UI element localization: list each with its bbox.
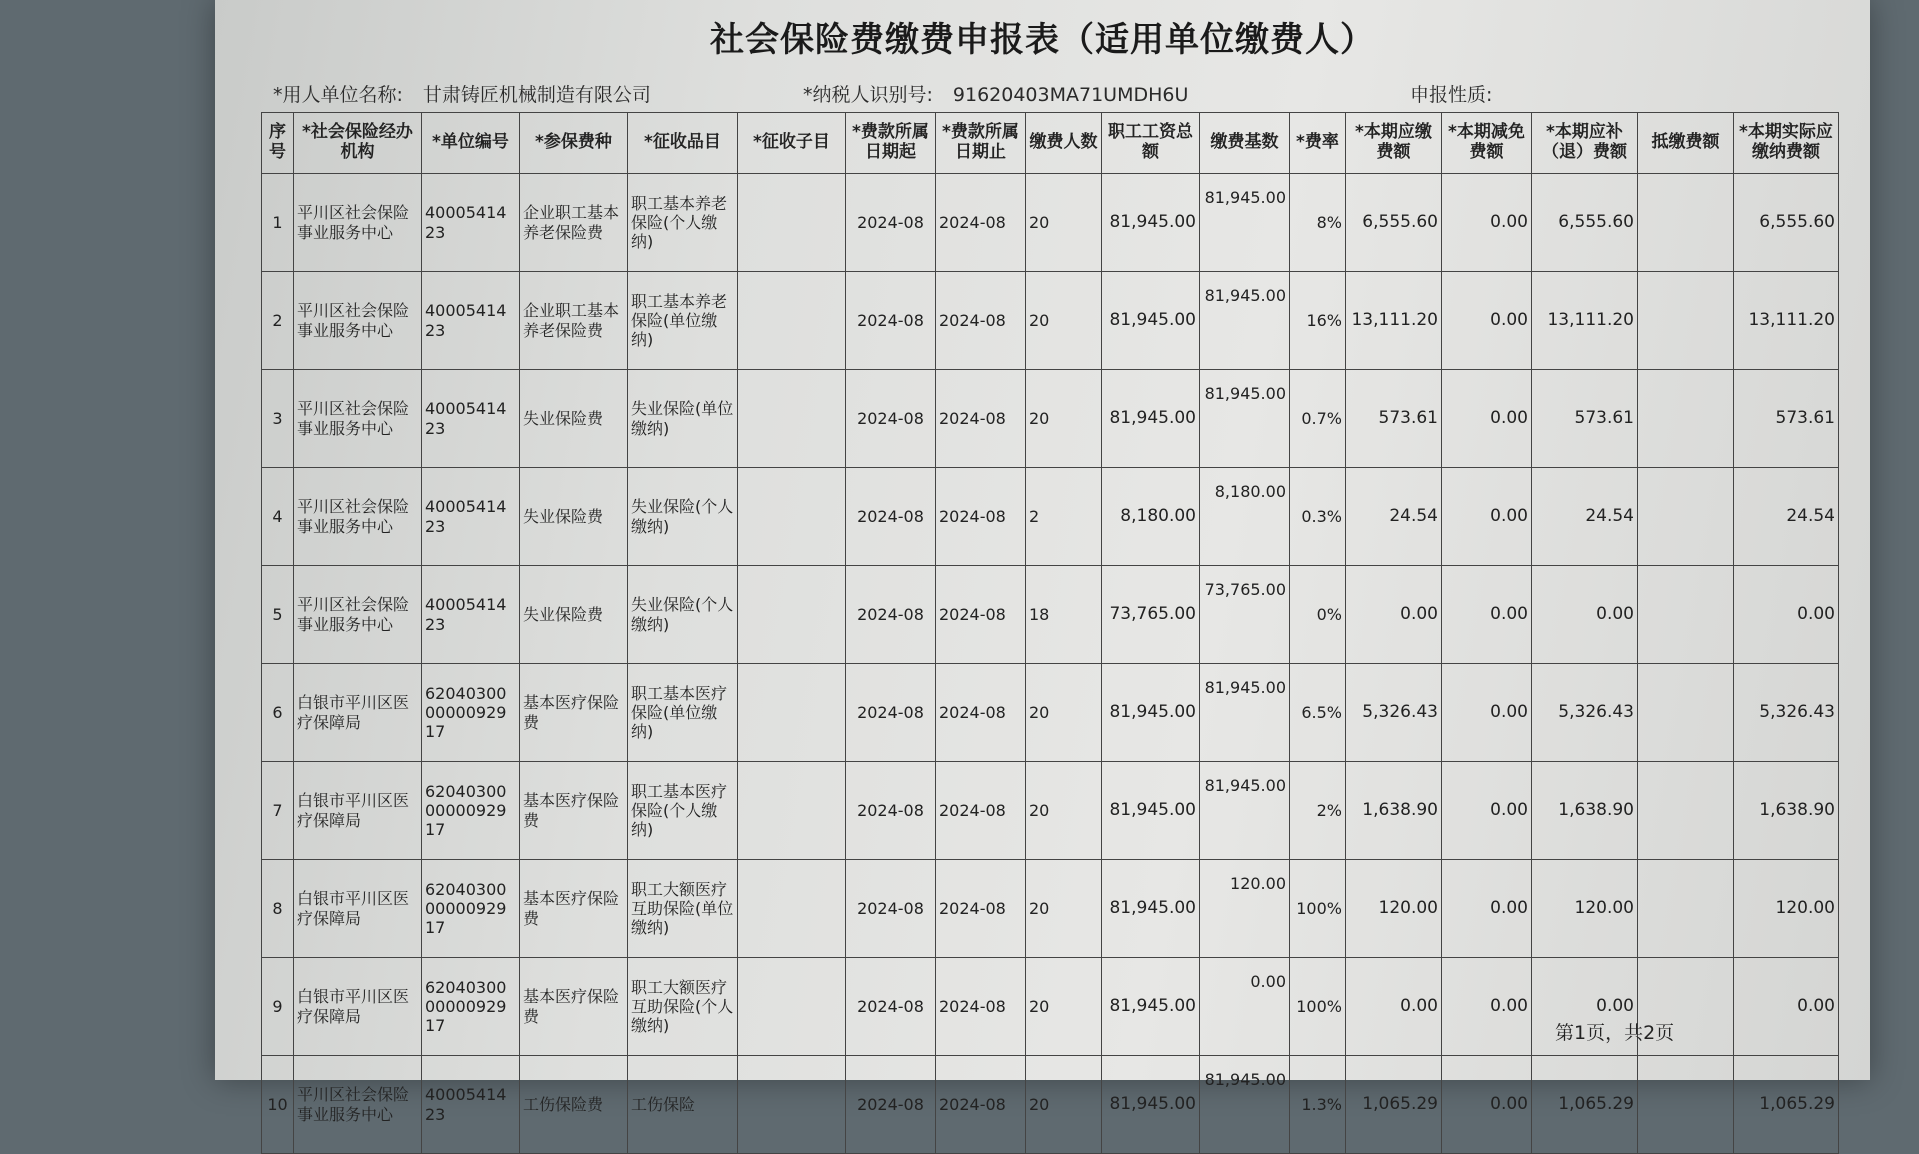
period-end-cell: 2024-08 bbox=[936, 272, 1026, 370]
unit-code-cell: 4000541423 bbox=[422, 566, 520, 664]
row-number-cell: 4 bbox=[262, 468, 294, 566]
payable-amount-cell: 573.61 bbox=[1346, 370, 1442, 468]
supplement-refund-amount-cell: 573.61 bbox=[1532, 370, 1638, 468]
offset-amount-cell bbox=[1638, 370, 1734, 468]
contribution-base-cell: 8,180.00 bbox=[1200, 468, 1290, 566]
actual-payable-amount-cell: 1,065.29 bbox=[1734, 1056, 1839, 1154]
unit-code-cell: 4000541423 bbox=[422, 174, 520, 272]
column-header: 抵缴费额 bbox=[1638, 113, 1734, 174]
agency-name-cell: 平川区社会保险事业服务中心 bbox=[294, 468, 422, 566]
contribution-base-cell: 81,945.00 bbox=[1200, 272, 1290, 370]
row-number-cell: 2 bbox=[262, 272, 294, 370]
reduction-amount-cell: 0.00 bbox=[1442, 860, 1532, 958]
reduction-amount-cell: 0.00 bbox=[1442, 762, 1532, 860]
supplement-refund-amount-cell: 5,326.43 bbox=[1532, 664, 1638, 762]
column-header: *本期减免费额 bbox=[1442, 113, 1532, 174]
row-number-cell: 5 bbox=[262, 566, 294, 664]
column-header: 缴费人数 bbox=[1026, 113, 1102, 174]
levy-subitem-cell bbox=[738, 860, 846, 958]
fee-rate-cell: 2% bbox=[1290, 762, 1346, 860]
levy-item-cell: 职工基本养老保险(单位缴纳) bbox=[628, 272, 738, 370]
column-header: *社会保险经办机构 bbox=[294, 113, 422, 174]
levy-item-cell: 职工大额医疗互助保险(单位缴纳) bbox=[628, 860, 738, 958]
actual-payable-amount-cell: 573.61 bbox=[1734, 370, 1839, 468]
agency-name-cell: 白银市平川区医疗保障局 bbox=[294, 958, 422, 1056]
contribution-base-cell: 81,945.00 bbox=[1200, 762, 1290, 860]
payer-count-cell: 2 bbox=[1026, 468, 1102, 566]
payable-amount-cell: 5,326.43 bbox=[1346, 664, 1442, 762]
unit-code-cell: 620403000000092917 bbox=[422, 664, 520, 762]
reduction-amount-cell: 0.00 bbox=[1442, 370, 1532, 468]
total-wages-cell: 8,180.00 bbox=[1102, 468, 1200, 566]
column-header: 缴费基数 bbox=[1200, 113, 1290, 174]
total-wages-cell: 81,945.00 bbox=[1102, 1056, 1200, 1154]
employer-info bbox=[273, 80, 651, 107]
column-header: *征收品目 bbox=[628, 113, 738, 174]
actual-payable-amount-cell: 1,638.90 bbox=[1734, 762, 1839, 860]
actual-payable-amount-cell: 13,111.20 bbox=[1734, 272, 1839, 370]
levy-subitem-cell bbox=[738, 174, 846, 272]
period-start-cell: 2024-08 bbox=[846, 958, 936, 1056]
total-wages-cell: 81,945.00 bbox=[1102, 272, 1200, 370]
table-row bbox=[262, 174, 1839, 272]
levy-item-cell: 职工大额医疗互助保险(个人缴纳) bbox=[628, 958, 738, 1056]
fee-rate-cell: 16% bbox=[1290, 272, 1346, 370]
payable-amount-cell: 24.54 bbox=[1346, 468, 1442, 566]
levy-item-cell: 失业保险(个人缴纳) bbox=[628, 566, 738, 664]
unit-code-cell: 4000541423 bbox=[422, 1056, 520, 1154]
row-number-cell: 7 bbox=[262, 762, 294, 860]
table-row bbox=[262, 272, 1839, 370]
levy-subitem-cell bbox=[738, 370, 846, 468]
fee-rate-cell: 0% bbox=[1290, 566, 1346, 664]
agency-name-cell: 平川区社会保险事业服务中心 bbox=[294, 174, 422, 272]
unit-code-cell: 4000541423 bbox=[422, 370, 520, 468]
offset-amount-cell bbox=[1638, 468, 1734, 566]
supplement-refund-amount-cell: 6,555.60 bbox=[1532, 174, 1638, 272]
period-start-cell: 2024-08 bbox=[846, 174, 936, 272]
period-start-cell: 2024-08 bbox=[846, 1056, 936, 1154]
column-header: *费款所属日期止 bbox=[936, 113, 1026, 174]
unit-code-cell: 620403000000092917 bbox=[422, 860, 520, 958]
declaration-nature-info bbox=[1410, 80, 1512, 107]
actual-payable-amount-cell: 0.00 bbox=[1734, 958, 1839, 1056]
period-end-cell: 2024-08 bbox=[936, 370, 1026, 468]
column-header: *本期应缴费额 bbox=[1346, 113, 1442, 174]
total-wages-cell: 81,945.00 bbox=[1102, 174, 1200, 272]
actual-payable-amount-cell: 24.54 bbox=[1734, 468, 1839, 566]
levy-item-cell: 职工基本医疗保险(单位缴纳) bbox=[628, 664, 738, 762]
payer-count-cell: 20 bbox=[1026, 370, 1102, 468]
fee-rate-cell: 0.7% bbox=[1290, 370, 1346, 468]
payable-amount-cell: 1,065.29 bbox=[1346, 1056, 1442, 1154]
offset-amount-cell bbox=[1638, 860, 1734, 958]
levy-subitem-cell bbox=[738, 272, 846, 370]
table-row bbox=[262, 468, 1839, 566]
supplement-refund-amount-cell: 24.54 bbox=[1532, 468, 1638, 566]
table-row bbox=[262, 566, 1839, 664]
reduction-amount-cell: 0.00 bbox=[1442, 566, 1532, 664]
period-start-cell: 2024-08 bbox=[846, 468, 936, 566]
fee-rate-cell: 100% bbox=[1290, 860, 1346, 958]
actual-payable-amount-cell: 5,326.43 bbox=[1734, 664, 1839, 762]
column-header: 序号 bbox=[262, 113, 294, 174]
row-number-cell: 8 bbox=[262, 860, 294, 958]
table-body bbox=[262, 174, 1839, 1154]
fee-declaration-table bbox=[261, 112, 1839, 1154]
reduction-amount-cell: 0.00 bbox=[1442, 958, 1532, 1056]
column-header: *费率 bbox=[1290, 113, 1346, 174]
insurance-type-cell: 失业保险费 bbox=[520, 370, 628, 468]
insurance-type-cell: 企业职工基本养老保险费 bbox=[520, 272, 628, 370]
contribution-base-cell: 81,945.00 bbox=[1200, 1056, 1290, 1154]
agency-name-cell: 白银市平川区医疗保障局 bbox=[294, 664, 422, 762]
insurance-type-cell: 基本医疗保险费 bbox=[520, 762, 628, 860]
row-number-cell: 9 bbox=[262, 958, 294, 1056]
row-number-cell: 6 bbox=[262, 664, 294, 762]
column-header: *征收子目 bbox=[738, 113, 846, 174]
contribution-base-cell: 81,945.00 bbox=[1200, 174, 1290, 272]
period-start-cell: 2024-08 bbox=[846, 664, 936, 762]
payable-amount-cell: 1,638.90 bbox=[1346, 762, 1442, 860]
column-header: *参保费种 bbox=[520, 113, 628, 174]
payer-count-cell: 18 bbox=[1026, 566, 1102, 664]
agency-name-cell: 白银市平川区医疗保障局 bbox=[294, 860, 422, 958]
fee-rate-cell: 1.3% bbox=[1290, 1056, 1346, 1154]
payable-amount-cell: 6,555.60 bbox=[1346, 174, 1442, 272]
actual-payable-amount-cell: 120.00 bbox=[1734, 860, 1839, 958]
total-wages-cell: 81,945.00 bbox=[1102, 762, 1200, 860]
insurance-type-cell: 企业职工基本养老保险费 bbox=[520, 174, 628, 272]
actual-payable-amount-cell: 6,555.60 bbox=[1734, 174, 1839, 272]
table-row bbox=[262, 370, 1839, 468]
levy-item-cell: 职工基本医疗保险(个人缴纳) bbox=[628, 762, 738, 860]
column-header: 职工工资总额 bbox=[1102, 113, 1200, 174]
offset-amount-cell bbox=[1638, 664, 1734, 762]
fee-rate-cell: 6.5% bbox=[1290, 664, 1346, 762]
agency-name-cell: 平川区社会保险事业服务中心 bbox=[294, 1056, 422, 1154]
total-wages-cell: 81,945.00 bbox=[1102, 860, 1200, 958]
payable-amount-cell: 13,111.20 bbox=[1346, 272, 1442, 370]
insurance-type-cell: 失业保险费 bbox=[520, 468, 628, 566]
contribution-base-cell: 81,945.00 bbox=[1200, 664, 1290, 762]
insurance-type-cell: 基本医疗保险费 bbox=[520, 860, 628, 958]
levy-subitem-cell bbox=[738, 1056, 846, 1154]
payer-count-cell: 20 bbox=[1026, 860, 1102, 958]
agency-name-cell: 平川区社会保险事业服务中心 bbox=[294, 566, 422, 664]
agency-name-cell: 白银市平川区医疗保障局 bbox=[294, 762, 422, 860]
payable-amount-cell: 0.00 bbox=[1346, 566, 1442, 664]
period-start-cell: 2024-08 bbox=[846, 566, 936, 664]
period-end-cell: 2024-08 bbox=[936, 1056, 1026, 1154]
offset-amount-cell bbox=[1638, 762, 1734, 860]
payer-count-cell: 20 bbox=[1026, 174, 1102, 272]
taxpayer-id-info bbox=[803, 80, 1188, 107]
supplement-refund-amount-cell: 13,111.20 bbox=[1532, 272, 1638, 370]
contribution-base-cell: 81,945.00 bbox=[1200, 370, 1290, 468]
insurance-type-cell: 基本医疗保险费 bbox=[520, 664, 628, 762]
period-end-cell: 2024-08 bbox=[936, 958, 1026, 1056]
employer-name: 甘肃铸匠机械制造有限公司 bbox=[422, 84, 651, 106]
levy-subitem-cell bbox=[738, 566, 846, 664]
table-row bbox=[262, 762, 1839, 860]
unit-code-cell: 620403000000092917 bbox=[422, 762, 520, 860]
page-number: 第1页，共2页 bbox=[1555, 1022, 1675, 1044]
payer-count-cell: 20 bbox=[1026, 664, 1102, 762]
document-page bbox=[215, 0, 1870, 1124]
payable-amount-cell: 120.00 bbox=[1346, 860, 1442, 958]
fee-rate-cell: 100% bbox=[1290, 958, 1346, 1056]
period-start-cell: 2024-08 bbox=[846, 272, 936, 370]
supplement-refund-amount-cell: 0.00 bbox=[1532, 958, 1638, 1056]
taxpayer-id-label: *纳税人识别号: bbox=[803, 84, 933, 106]
column-header: *单位编号 bbox=[422, 113, 520, 174]
actual-payable-amount-cell: 0.00 bbox=[1734, 566, 1839, 664]
row-number-cell: 3 bbox=[262, 370, 294, 468]
period-end-cell: 2024-08 bbox=[936, 468, 1026, 566]
contribution-base-cell: 120.00 bbox=[1200, 860, 1290, 958]
period-start-cell: 2024-08 bbox=[846, 860, 936, 958]
offset-amount-cell bbox=[1638, 174, 1734, 272]
period-start-cell: 2024-08 bbox=[846, 370, 936, 468]
levy-subitem-cell bbox=[738, 958, 846, 1056]
unit-code-cell: 620403000000092917 bbox=[422, 958, 520, 1056]
total-wages-cell: 73,765.00 bbox=[1102, 566, 1200, 664]
payer-count-cell: 20 bbox=[1026, 762, 1102, 860]
supplement-refund-amount-cell: 120.00 bbox=[1532, 860, 1638, 958]
offset-amount-cell bbox=[1638, 272, 1734, 370]
levy-item-cell: 工伤保险 bbox=[628, 1056, 738, 1154]
row-number-cell: 1 bbox=[262, 174, 294, 272]
reduction-amount-cell: 0.00 bbox=[1442, 272, 1532, 370]
page-title: 社会保险费缴费申报表（适用单位缴费人） bbox=[710, 20, 1375, 60]
fee-rate-cell: 8% bbox=[1290, 174, 1346, 272]
levy-subitem-cell bbox=[738, 468, 846, 566]
supplement-refund-amount-cell: 1,065.29 bbox=[1532, 1056, 1638, 1154]
table-row bbox=[262, 860, 1839, 958]
period-start-cell: 2024-08 bbox=[846, 762, 936, 860]
row-number-cell: 10 bbox=[262, 1056, 294, 1154]
agency-name-cell: 平川区社会保险事业服务中心 bbox=[294, 370, 422, 468]
levy-item-cell: 失业保险(单位缴纳) bbox=[628, 370, 738, 468]
column-header: *费款所属日期起 bbox=[846, 113, 936, 174]
period-end-cell: 2024-08 bbox=[936, 762, 1026, 860]
unit-code-cell: 4000541423 bbox=[422, 272, 520, 370]
payer-count-cell: 20 bbox=[1026, 958, 1102, 1056]
column-header: *本期实际应缴纳费额 bbox=[1734, 113, 1839, 174]
supplement-refund-amount-cell: 1,638.90 bbox=[1532, 762, 1638, 860]
contribution-base-cell: 73,765.00 bbox=[1200, 566, 1290, 664]
levy-item-cell: 职工基本养老保险(个人缴纳) bbox=[628, 174, 738, 272]
insurance-type-cell: 失业保险费 bbox=[520, 566, 628, 664]
payable-amount-cell: 0.00 bbox=[1346, 958, 1442, 1056]
insurance-type-cell: 工伤保险费 bbox=[520, 1056, 628, 1154]
reduction-amount-cell: 0.00 bbox=[1442, 1056, 1532, 1154]
period-end-cell: 2024-08 bbox=[936, 860, 1026, 958]
table-header bbox=[262, 113, 1839, 174]
period-end-cell: 2024-08 bbox=[936, 566, 1026, 664]
reduction-amount-cell: 0.00 bbox=[1442, 468, 1532, 566]
taxpayer-id-value: 91620403MA71UMDH6U bbox=[952, 84, 1189, 106]
table-row bbox=[262, 664, 1839, 762]
offset-amount-cell bbox=[1638, 566, 1734, 664]
contribution-base-cell: 0.00 bbox=[1200, 958, 1290, 1056]
period-end-cell: 2024-08 bbox=[936, 664, 1026, 762]
levy-item-cell: 失业保险(个人缴纳) bbox=[628, 468, 738, 566]
reduction-amount-cell: 0.00 bbox=[1442, 664, 1532, 762]
column-header: *本期应补（退）费额 bbox=[1532, 113, 1638, 174]
payer-count-cell: 20 bbox=[1026, 1056, 1102, 1154]
agency-name-cell: 平川区社会保险事业服务中心 bbox=[294, 272, 422, 370]
unit-code-cell: 4000541423 bbox=[422, 468, 520, 566]
levy-subitem-cell bbox=[738, 664, 846, 762]
levy-subitem-cell bbox=[738, 762, 846, 860]
fee-rate-cell: 0.3% bbox=[1290, 468, 1346, 566]
employer-label: *用人单位名称: bbox=[273, 84, 403, 106]
total-wages-cell: 81,945.00 bbox=[1102, 958, 1200, 1056]
declaration-nature-label: 申报性质: bbox=[1410, 84, 1493, 106]
offset-amount-cell bbox=[1638, 1056, 1734, 1154]
period-end-cell: 2024-08 bbox=[936, 174, 1026, 272]
total-wages-cell: 81,945.00 bbox=[1102, 370, 1200, 468]
payer-count-cell: 20 bbox=[1026, 272, 1102, 370]
supplement-refund-amount-cell: 0.00 bbox=[1532, 566, 1638, 664]
table-row bbox=[262, 1056, 1839, 1154]
total-wages-cell: 81,945.00 bbox=[1102, 664, 1200, 762]
insurance-type-cell: 基本医疗保险费 bbox=[520, 958, 628, 1056]
reduction-amount-cell: 0.00 bbox=[1442, 174, 1532, 272]
